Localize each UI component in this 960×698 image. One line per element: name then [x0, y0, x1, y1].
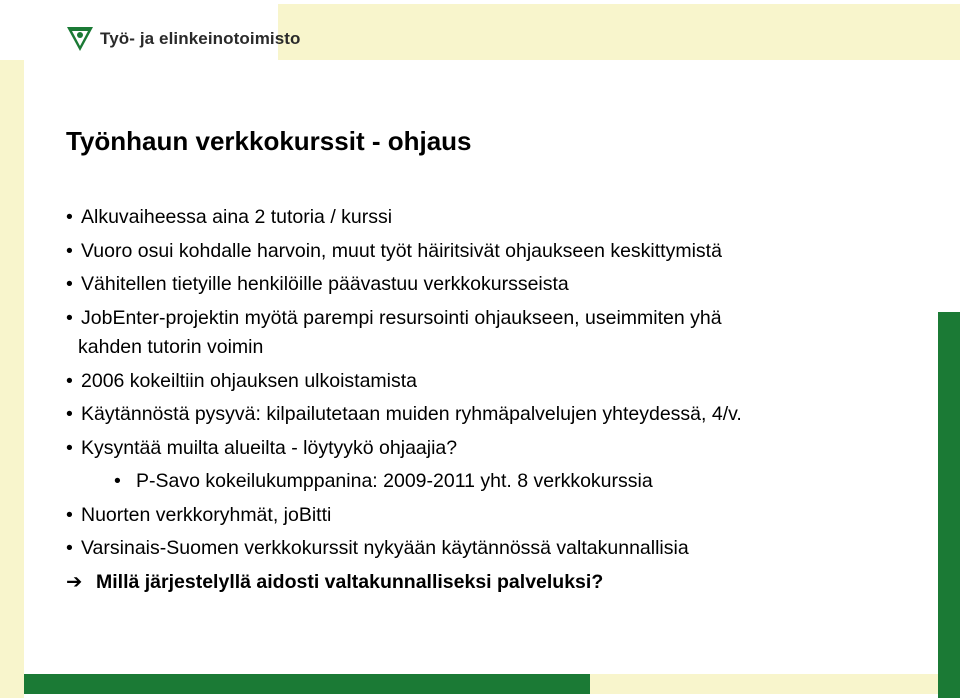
left-yellow-band — [0, 60, 24, 698]
bullet-dot-icon: • — [66, 273, 73, 295]
bullet-dot-icon: • — [66, 369, 73, 392]
conclusion-item: ➔ Millä järjestelyllä aidosti valtakunnalliseksi palveluksi? — [66, 566, 926, 600]
te-office-logo — [66, 26, 301, 52]
logo-text: Työ- ja elinkeinotoimisto — [100, 29, 301, 48]
bullet-dot-icon: • — [66, 503, 73, 526]
bullet-dot-icon: • — [66, 436, 73, 459]
bullet-item: • Vähitellen tietyille henkilöille päävastuu verkkokursseista — [66, 268, 926, 302]
bullet-dot-icon: • — [66, 537, 73, 559]
bullet-item: • Alkuvaiheessa aina 2 tutoria / kurssi — [66, 201, 926, 235]
bottom-yellow-band — [590, 674, 938, 694]
bullet-dot-icon: • — [66, 306, 73, 329]
bullet-dot-icon: • — [66, 239, 73, 262]
arrow-right-icon: ➔ — [66, 570, 83, 593]
top-yellow-band — [278, 4, 960, 60]
right-green-band — [938, 312, 960, 698]
bullet-item-continuation: kahden tutorin voimin — [78, 336, 264, 358]
bullet-item: • Kysyntää muilta alueilta - löytyykö ohjaajia? — [66, 432, 926, 466]
bullet-dot-icon: • — [114, 470, 121, 492]
bullet-item: • Vuoro osui kohdalle harvoin, muut työt häiritsivät ohjaukseen keskittymistä — [66, 235, 926, 269]
bullet-item: • 2006 kokeiltiin ohjauksen ulkoistamista — [66, 365, 926, 399]
bullet-dot-icon: • — [66, 403, 73, 425]
bullet-list — [66, 201, 926, 599]
sub-bullet-item: • P-Savo kokeilukumppanina: 2009-2011 yht. 8 verkkokurssia — [66, 465, 926, 499]
bullet-item: • Varsinais-Suomen verkkokurssit nykyään käytännössä valtakunnallisia — [66, 532, 926, 566]
bullet-item: • Nuorten verkkoryhmät, joBitti — [66, 499, 926, 533]
bullet-dot-icon: • — [66, 206, 73, 228]
te-logo-icon — [66, 26, 94, 52]
bullet-item: • Käytännöstä pysyvä: kilpailutetaan muiden ryhmäpalvelujen yhteydessä, 4/v. — [66, 398, 926, 432]
slide-title: Työnhaun verkkokurssit - ohjaus — [66, 126, 472, 156]
bullet-item: • JobEnter-projektin myötä parempi resursointi ohjaukseen, useimmiten yhä — [66, 302, 926, 336]
bottom-green-band — [24, 674, 590, 694]
